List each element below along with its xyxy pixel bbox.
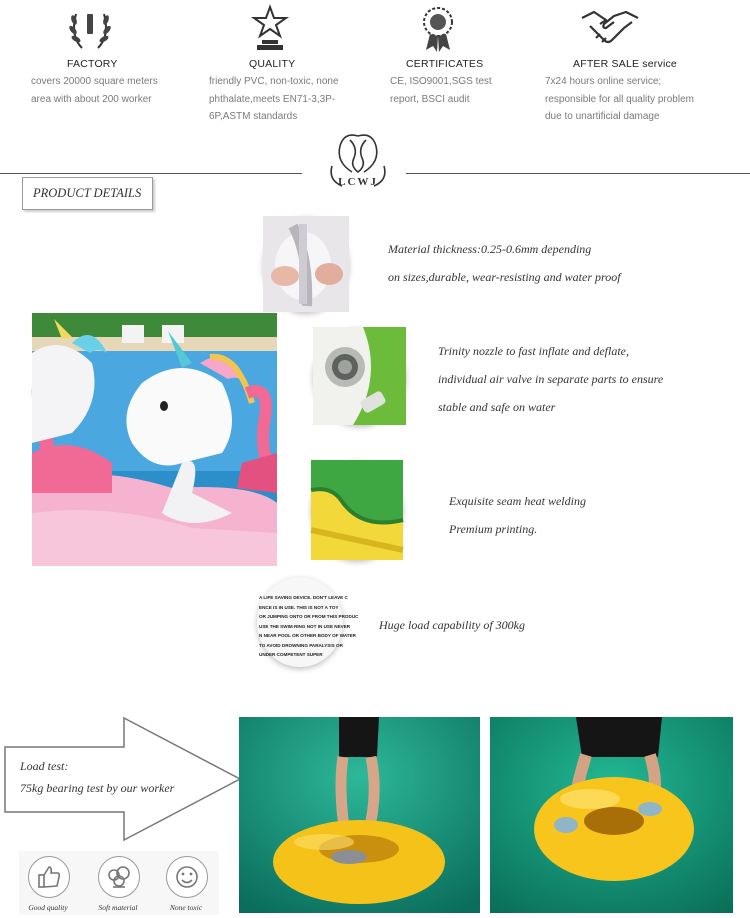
award-medal-icon [408, 4, 468, 54]
detail-material-text [388, 235, 621, 291]
detail-nozzle-image [313, 327, 406, 425]
load-test-photo-right [490, 717, 733, 913]
detail-line: Premium printing. [449, 522, 538, 536]
detail-line: stable and safe on water [438, 400, 556, 414]
product-details-label: PRODUCT DETAILS [33, 186, 142, 200]
none-toxic-badge [166, 856, 208, 898]
feature-text [390, 73, 530, 108]
detail-line: Trinity nozzle to fast inflate and deflate, [438, 344, 629, 358]
load-test-text: 75kg bearing test by our worker [20, 781, 175, 795]
detail-material-image [263, 216, 349, 312]
detail-line: Exquisite seam heat welding [449, 494, 586, 508]
feature-text [209, 73, 369, 126]
divider-left [0, 173, 302, 174]
soft-material-badge [98, 856, 140, 898]
feature-line: CE, ISO9001,SGS test [390, 76, 492, 87]
feature-line: report, BSCI audit [390, 93, 470, 105]
warning-line: OR JUMPING ONTO OR FROM THIS PRODUC [259, 614, 359, 619]
cotton-icon [99, 857, 139, 897]
feature-line: 7x24 hours online service; [545, 76, 662, 87]
feature-title: CERTIFICATES [406, 58, 484, 70]
logo-text: LCWJ [338, 176, 378, 188]
detail-line: Material thickness:0.25-0.6mm depending [388, 242, 592, 256]
product-details-tab [22, 177, 153, 210]
detail-load-text [379, 611, 525, 639]
detail-line: Huge load capability of 300kg [379, 618, 525, 632]
feature-line: 6P,ASTM standards [209, 111, 298, 122]
load-test-photo-left [239, 717, 480, 913]
good-quality-badge [28, 856, 70, 898]
warning-line: ENCE IS IN USE. THIS IS NOT A TOY [259, 604, 339, 610]
smile-icon [167, 857, 207, 897]
detail-line: on sizes,durable, wear-resisting and water proof [388, 270, 621, 284]
thumbs-up-icon [29, 857, 69, 897]
load-test-title: Load test: [20, 759, 69, 773]
feature-line: responsible for all quality problem [545, 93, 694, 105]
star-trophy-icon [240, 4, 300, 54]
warning-line: USE THE SWIM RING NOT IN USE NEVER [259, 623, 351, 629]
feature-text [545, 73, 735, 126]
feature-line: due to unartificial damage [545, 111, 660, 122]
feature-line: friendly PVC, non-toxic, none [209, 76, 339, 87]
unicorn-floats-photo [32, 313, 277, 566]
feature-line: phthalate,meets EN71-3,3P- [209, 93, 336, 105]
laurel-wreath-icon [60, 6, 120, 56]
warning-line: N NEAR POOL OR OTHER BODY OF WATER [259, 633, 356, 638]
divider-right [406, 173, 750, 174]
feature-title: AFTER SALE service [573, 58, 677, 70]
detail-nozzle-text [438, 337, 663, 421]
none-toxic-label: None toxic [169, 903, 203, 912]
good-quality-label: Good quality [28, 903, 68, 912]
warning-line: TO AVOID DROWNING PARALYSIS OR [259, 642, 343, 648]
warning-line: A LIFE SAVING DEVICE. DON'T LEAVE C [259, 595, 348, 600]
feature-text [31, 73, 181, 108]
brand-logo [322, 128, 394, 196]
load-test-arrow [4, 717, 242, 842]
detail-seam-image [311, 460, 403, 560]
feature-title: QUALITY [249, 58, 296, 70]
feature-line: covers 20000 square meters [31, 76, 158, 87]
soft-material-label: Soft material [98, 903, 138, 912]
handshake-icon [580, 4, 640, 54]
feature-title: FACTORY [67, 58, 118, 70]
detail-line: individual air valve in separate parts to ensure [438, 372, 664, 386]
warning-text [259, 593, 359, 660]
detail-seam-text [449, 487, 586, 543]
warning-line: UNDER COMPETENT SUPER [259, 652, 323, 657]
feature-line: area with about 200 worker [31, 93, 152, 105]
detail-warning-label-image [257, 577, 359, 667]
